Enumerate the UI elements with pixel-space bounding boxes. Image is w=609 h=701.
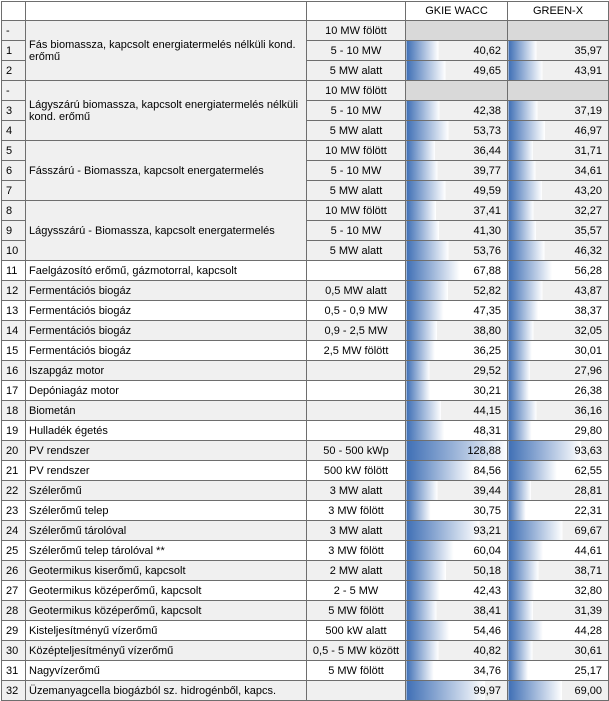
- gkie-wacc-value: 30,75: [406, 501, 508, 521]
- green-x-value: 37,19: [508, 101, 609, 121]
- green-x-value: 38,71: [508, 561, 609, 581]
- row-id: -: [2, 21, 26, 41]
- table-row: [2, 141, 609, 161]
- green-x-value: 44,28: [508, 621, 609, 641]
- row-capacity: 10 MW fölött: [307, 141, 406, 161]
- row-capacity: [307, 361, 406, 381]
- row-id: 31: [2, 661, 26, 681]
- table-row: [2, 301, 609, 321]
- row-id: 4: [2, 121, 26, 141]
- row-capacity: 5 MW fölött: [307, 661, 406, 681]
- gkie-wacc-value: 60,04: [406, 541, 508, 561]
- gkie-wacc-value: 50,18: [406, 561, 508, 581]
- row-name: Szélerőmű telep: [26, 501, 307, 521]
- row-capacity: [307, 381, 406, 401]
- row-name: Fermentációs biogáz: [26, 301, 307, 321]
- green-x-value: 46,97: [508, 121, 609, 141]
- row-id: 15: [2, 341, 26, 361]
- green-x-value: 27,96: [508, 361, 609, 381]
- green-x-value: 26,38: [508, 381, 609, 401]
- green-x-value: 32,27: [508, 201, 609, 221]
- table-row: [2, 421, 609, 441]
- row-id: 29: [2, 621, 26, 641]
- table-row: [2, 581, 609, 601]
- row-capacity: 10 MW fölött: [307, 21, 406, 41]
- row-name: Geotermikus középerőmű, kapcsolt: [26, 581, 307, 601]
- table-row: [2, 521, 609, 541]
- table-row: [2, 561, 609, 581]
- row-name: Nagyvízerőmű: [26, 661, 307, 681]
- green-x-value: 29,80: [508, 421, 609, 441]
- header-cap-cell: [307, 2, 406, 21]
- row-id: -: [2, 81, 26, 101]
- row-capacity: [307, 421, 406, 441]
- row-name: Geotermikus kiserőmű, kapcsolt: [26, 561, 307, 581]
- green-x-value: 34,61: [508, 161, 609, 181]
- row-capacity: 5 MW alatt: [307, 181, 406, 201]
- row-capacity: [307, 681, 406, 701]
- row-name: Fermentációs biogáz: [26, 341, 307, 361]
- row-id: 23: [2, 501, 26, 521]
- row-id: 17: [2, 381, 26, 401]
- row-name: Fásszárú - Biomassza, kapcsolt energatermelés: [26, 141, 307, 201]
- gkie-wacc-value: 37,41: [406, 201, 508, 221]
- row-id: 11: [2, 261, 26, 281]
- row-id: 6: [2, 161, 26, 181]
- header-green-x: GREEN-X: [508, 2, 609, 21]
- row-name: Kisteljesítményű vízerőmű: [26, 621, 307, 641]
- row-id: 20: [2, 441, 26, 461]
- row-name: Iszapgáz motor: [26, 361, 307, 381]
- row-id: 18: [2, 401, 26, 421]
- row-capacity: 0,5 - 5 MW között: [307, 641, 406, 661]
- gkie-wacc-value: [406, 21, 508, 41]
- gkie-wacc-value: 52,82: [406, 281, 508, 301]
- green-x-value: 22,31: [508, 501, 609, 521]
- green-x-value: 32,05: [508, 321, 609, 341]
- row-id: 2: [2, 61, 26, 81]
- row-name: Biometán: [26, 401, 307, 421]
- row-capacity: [307, 261, 406, 281]
- row-id: 21: [2, 461, 26, 481]
- green-x-value: 62,55: [508, 461, 609, 481]
- row-id: 12: [2, 281, 26, 301]
- row-name: PV rendszer: [26, 461, 307, 481]
- row-name: Üzemanyagcella biogázból sz. hidrogénből, kapcs.: [26, 681, 307, 701]
- row-capacity: 500 kW fölött: [307, 461, 406, 481]
- row-id: 25: [2, 541, 26, 561]
- gkie-wacc-value: 38,80: [406, 321, 508, 341]
- green-x-value: 35,97: [508, 41, 609, 61]
- row-capacity: 5 MW fölött: [307, 601, 406, 621]
- row-name: Szélerőmű telep tárolóval **: [26, 541, 307, 561]
- row-capacity: 500 kW alatt: [307, 621, 406, 641]
- table-row: [2, 21, 609, 41]
- green-x-value: 28,81: [508, 481, 609, 501]
- gkie-wacc-value: 44,15: [406, 401, 508, 421]
- table-row: [2, 501, 609, 521]
- table-row: [2, 341, 609, 361]
- row-capacity: 3 MW fölött: [307, 501, 406, 521]
- green-x-value: 25,17: [508, 661, 609, 681]
- gkie-wacc-value: 54,46: [406, 621, 508, 641]
- green-x-value: 31,39: [508, 601, 609, 621]
- gkie-wacc-value: 93,21: [406, 521, 508, 541]
- row-capacity: 10 MW fölött: [307, 81, 406, 101]
- row-capacity: 3 MW alatt: [307, 481, 406, 501]
- header-id-cell: [2, 2, 26, 21]
- table-row: [2, 81, 609, 101]
- green-x-value: 36,16: [508, 401, 609, 421]
- row-capacity: 5 MW alatt: [307, 121, 406, 141]
- table-row: [2, 361, 609, 381]
- gkie-wacc-value: 47,35: [406, 301, 508, 321]
- table-row: [2, 461, 609, 481]
- gkie-wacc-value: 39,44: [406, 481, 508, 501]
- row-name: PV rendszer: [26, 441, 307, 461]
- row-id: 13: [2, 301, 26, 321]
- row-capacity: [307, 401, 406, 421]
- row-id: 7: [2, 181, 26, 201]
- row-capacity: 5 MW alatt: [307, 61, 406, 81]
- gkie-wacc-value: 34,76: [406, 661, 508, 681]
- row-capacity: 10 MW fölött: [307, 201, 406, 221]
- row-id: 1: [2, 41, 26, 61]
- row-name: Hulladék égetés: [26, 421, 307, 441]
- row-name: Lágysszárú - Biomassza, kapcsolt energatermelés: [26, 201, 307, 261]
- table-row: [2, 481, 609, 501]
- green-x-value: 46,32: [508, 241, 609, 261]
- gkie-wacc-value: [406, 81, 508, 101]
- gkie-wacc-value: 41,30: [406, 221, 508, 241]
- green-x-value: [508, 81, 609, 101]
- row-id: 3: [2, 101, 26, 121]
- table-row: [2, 261, 609, 281]
- row-id: 14: [2, 321, 26, 341]
- gkie-wacc-value: 29,52: [406, 361, 508, 381]
- table-row: [2, 621, 609, 641]
- gkie-wacc-value: 36,44: [406, 141, 508, 161]
- row-name: Középteljesítményű vízerőmű: [26, 641, 307, 661]
- green-x-value: 30,61: [508, 641, 609, 661]
- table-row: [2, 201, 609, 221]
- row-capacity: 2 - 5 MW: [307, 581, 406, 601]
- table-row: [2, 281, 609, 301]
- green-x-value: 31,71: [508, 141, 609, 161]
- green-x-value: 35,57: [508, 221, 609, 241]
- row-id: 19: [2, 421, 26, 441]
- table-row: [2, 601, 609, 621]
- row-name: Faelgázosító erőmű, gázmotorral, kapcsolt: [26, 261, 307, 281]
- row-name: Depóniagáz motor: [26, 381, 307, 401]
- gkie-wacc-value: 38,41: [406, 601, 508, 621]
- green-x-value: [508, 21, 609, 41]
- table-row: [2, 321, 609, 341]
- gkie-wacc-value: 84,56: [406, 461, 508, 481]
- gkie-wacc-value: 42,38: [406, 101, 508, 121]
- row-name: Lágyszárú biomassza, kapcsolt energiatermelés nélküli kond. erőmű: [26, 81, 307, 141]
- header-name-cell: [26, 2, 307, 21]
- table-row: [2, 541, 609, 561]
- green-x-value: 43,87: [508, 281, 609, 301]
- green-x-value: 43,20: [508, 181, 609, 201]
- table-row: [2, 381, 609, 401]
- row-capacity: 3 MW alatt: [307, 521, 406, 541]
- table-row: [2, 641, 609, 661]
- gkie-wacc-value: 53,76: [406, 241, 508, 261]
- row-capacity: 5 - 10 MW: [307, 161, 406, 181]
- gkie-wacc-value: 42,43: [406, 581, 508, 601]
- row-id: 32: [2, 681, 26, 701]
- row-id: 8: [2, 201, 26, 221]
- row-name: Szélerőmű: [26, 481, 307, 501]
- green-x-value: 44,61: [508, 541, 609, 561]
- green-x-value: 32,80: [508, 581, 609, 601]
- row-id: 10: [2, 241, 26, 261]
- row-name: Szélerőmű tárolóval: [26, 521, 307, 541]
- row-id: 24: [2, 521, 26, 541]
- row-capacity: 50 - 500 kWp: [307, 441, 406, 461]
- gkie-wacc-value: 67,88: [406, 261, 508, 281]
- row-capacity: 5 - 10 MW: [307, 221, 406, 241]
- gkie-wacc-value: 99,97: [406, 681, 508, 701]
- row-name: Fás biomassza, kapcsolt energiatermelés nélküli kond. erőmű: [26, 21, 307, 81]
- row-capacity: 0,5 - 0,9 MW: [307, 301, 406, 321]
- gkie-wacc-value: 48,31: [406, 421, 508, 441]
- row-capacity: 0,9 - 2,5 MW: [307, 321, 406, 341]
- row-capacity: 2 MW alatt: [307, 561, 406, 581]
- green-x-value: 38,37: [508, 301, 609, 321]
- row-capacity: 5 - 10 MW: [307, 41, 406, 61]
- gkie-wacc-value: 49,59: [406, 181, 508, 201]
- green-x-value: 69,00: [508, 681, 609, 701]
- row-id: 16: [2, 361, 26, 381]
- row-id: 5: [2, 141, 26, 161]
- row-name: Fermentációs biogáz: [26, 321, 307, 341]
- green-x-value: 93,63: [508, 441, 609, 461]
- gkie-wacc-value: 36,25: [406, 341, 508, 361]
- row-capacity: 2,5 MW fölött: [307, 341, 406, 361]
- row-capacity: 0,5 MW alatt: [307, 281, 406, 301]
- gkie-wacc-value: 39,77: [406, 161, 508, 181]
- row-capacity: 5 MW alatt: [307, 241, 406, 261]
- table-row: [2, 681, 609, 701]
- row-id: 22: [2, 481, 26, 501]
- green-x-value: 69,67: [508, 521, 609, 541]
- green-x-value: 30,01: [508, 341, 609, 361]
- header-row: [2, 2, 609, 21]
- row-name: Geotermikus középerőmű, kapcsolt: [26, 601, 307, 621]
- row-name: Fermentációs biogáz: [26, 281, 307, 301]
- cost-table: [1, 1, 609, 701]
- gkie-wacc-value: 49,65: [406, 61, 508, 81]
- gkie-wacc-value: 30,21: [406, 381, 508, 401]
- gkie-wacc-value: 128,88: [406, 441, 508, 461]
- row-id: 30: [2, 641, 26, 661]
- table-row: [2, 401, 609, 421]
- green-x-value: 56,28: [508, 261, 609, 281]
- header-gkie-wacc: GKIE WACC: [406, 2, 508, 21]
- gkie-wacc-value: 40,82: [406, 641, 508, 661]
- table-row: [2, 661, 609, 681]
- row-id: 9: [2, 221, 26, 241]
- gkie-wacc-value: 40,62: [406, 41, 508, 61]
- row-id: 26: [2, 561, 26, 581]
- row-capacity: 5 - 10 MW: [307, 101, 406, 121]
- gkie-wacc-value: 53,73: [406, 121, 508, 141]
- table-row: [2, 441, 609, 461]
- row-id: 28: [2, 601, 26, 621]
- row-id: 27: [2, 581, 26, 601]
- row-capacity: 3 MW fölött: [307, 541, 406, 561]
- green-x-value: 43,91: [508, 61, 609, 81]
